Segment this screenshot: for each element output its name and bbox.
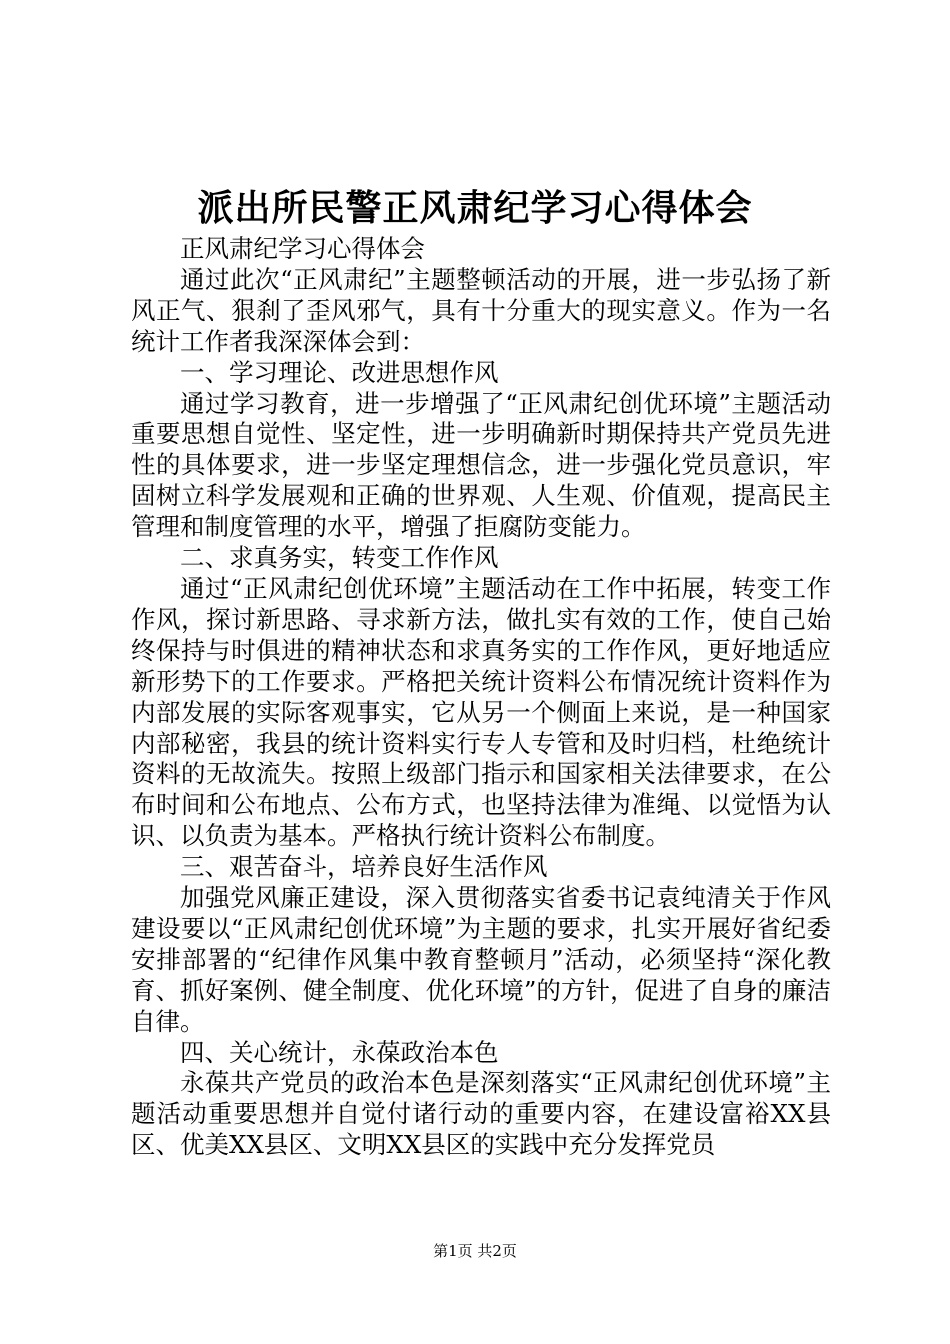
section-paragraph-1: 通过学习教育，进一步增强了“正风肃纪创优环境”主题活动重要思想自觉性、坚定性，进一步明确新时期保持共产党员先进性的具体要求，进一步坚定理想信念，进一步强化党员意识，牢固树立科学发展观和正确的世界观、人生观、价值观，提高民主管理和制度管理的水平，增强了拒腐防变能力。: [131, 388, 831, 542]
section-heading-1: 一、学习理论、改进思想作风: [180, 357, 499, 387]
document-body: [131, 234, 831, 1161]
section-heading-4: 四、关心统计，永葆政治本色: [180, 1037, 499, 1067]
section-paragraph-4: 永葆共产党员的政治本色是深刻落实“正风肃纪创优环境”主题活动重要思想并自觉付诸行动的重要内容，在建设富裕XX县区、优美XX县区、文明XX县区的实践中充分发挥党员: [131, 1068, 831, 1160]
subtitle-paragraph: 正风肃纪学习心得体会: [180, 234, 425, 263]
section-paragraph-3: 加强党风廉正建设，深入贯彻落实省委书记袁纯清关于作风建设要以“正风肃纪创优环境”为主题的要求，扎实开展好省纪委安排部署的“纪律作风集中教育整顿月”活动，必须坚持“深化教育、抓好案例、健全制度、优化环境”的方针，促进了自身的廉洁自律。: [131, 883, 831, 1036]
section-heading-2: 二、求真务实，转变工作作风: [180, 543, 499, 573]
document-title: 派出所民警正风肃纪学习心得体会: [197, 187, 753, 229]
intro-paragraph: 通过此次“正风肃纪”主题整顿活动的开展，进一步弘扬了新风正气、狠刹了歪风邪气，具有十分重大的现实意义。作为一名统计工作者我深深体会到：: [131, 264, 831, 356]
section-paragraph-2: 通过“正风肃纪创优环境”主题活动在工作中拓展，转变工作作风，探讨新思路、寻求新方法，做扎实有效的工作，使自己始终保持与时俱进的精神状态和求真务实的工作作风，更好地适应新形势下的工作要求。严格把关统计资料公布情况统计资料作为内部发展的实际客观事实，它从另一个侧面上来说，是一种国家内部秘密，我县的统计资料实行专人专管和及时归档，杜绝统计资料的无故流失。按照上级部门指示和国家相关法律要求，在公布时间和公布地点、公布方式，也坚持法律为准绳、以觉悟为认识、以负责为基本。严格执行统计资料公布制度。: [131, 573, 831, 851]
page-footer: 第1页 共2页: [433, 1242, 517, 1260]
section-heading-3: 三、艰苦奋斗，培养良好生活作风: [180, 852, 548, 882]
